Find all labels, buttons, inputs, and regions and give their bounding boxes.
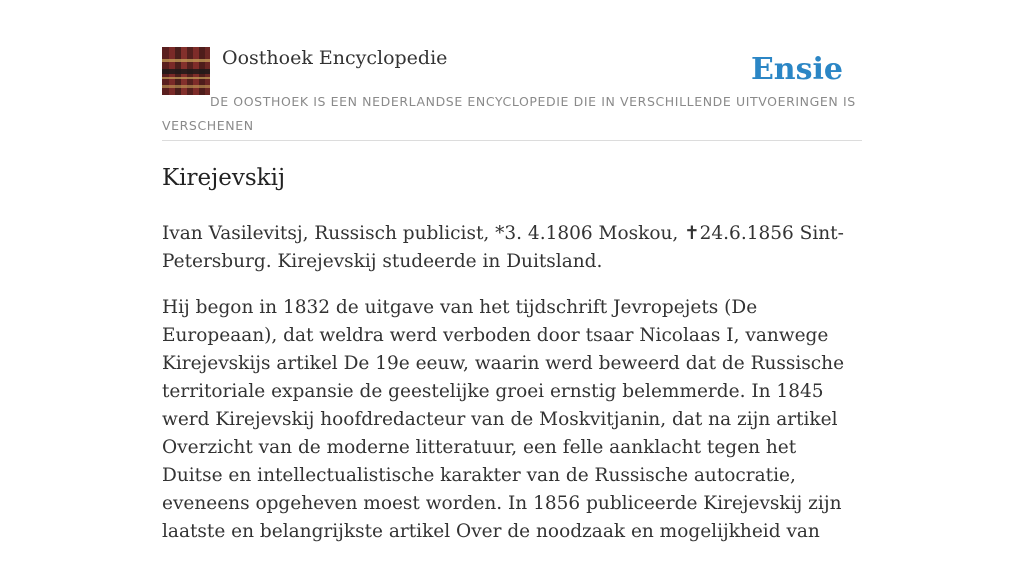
site-header (162, 46, 862, 141)
brand-logo[interactable]: Ensie (750, 52, 843, 87)
article-title: Kirejevskij (162, 165, 286, 191)
site-name[interactable]: Oosthoek Encyclopedie (222, 47, 448, 69)
avatar[interactable] (162, 47, 210, 95)
article-paragraph: Hij begon in 1832 de uitgave van het tijdschrift Jevropejets (De Europeaan), dat weldra werd verboden door tsaar Nicolaas I, vanwege Kirejevskijs artikel De 19e eeuw, waarin werd beweerd dat de Russische territoriale expansie de geestelijke groei ernstig belemmerde. In 1845 werd Kirejevskij hoofdredacteur van de Moskvitjanin, dat na zijn artikel Overzicht van de moderne litteratuur, een felle aanklacht tegen het Duitse en intellectualistische karakter van de Russische autocratie, eveneens opgeheven moest worden. In 1856 publiceerde Kirejevskij zijn laatste en belangrijkste artikel Over de noodzaak en mogelijkheid van (162, 297, 845, 542)
encyclopedia-books-icon (162, 47, 210, 95)
article-paragraph: Ivan Vasilevitsj, Russisch publicist, *3. 4.1806 Moskou, ✝24.6.1856 Sint-Petersburg. Kirejevskij studeerde in Duitsland. (162, 223, 844, 272)
article (162, 160, 862, 564)
site-tagline: DE OOSTHOEK IS EEN NEDERLANDSE ENCYCLOPEDIE DIE IN VERSCHILLENDE UITVOERINGEN IS VERSCHENEN (162, 94, 856, 133)
